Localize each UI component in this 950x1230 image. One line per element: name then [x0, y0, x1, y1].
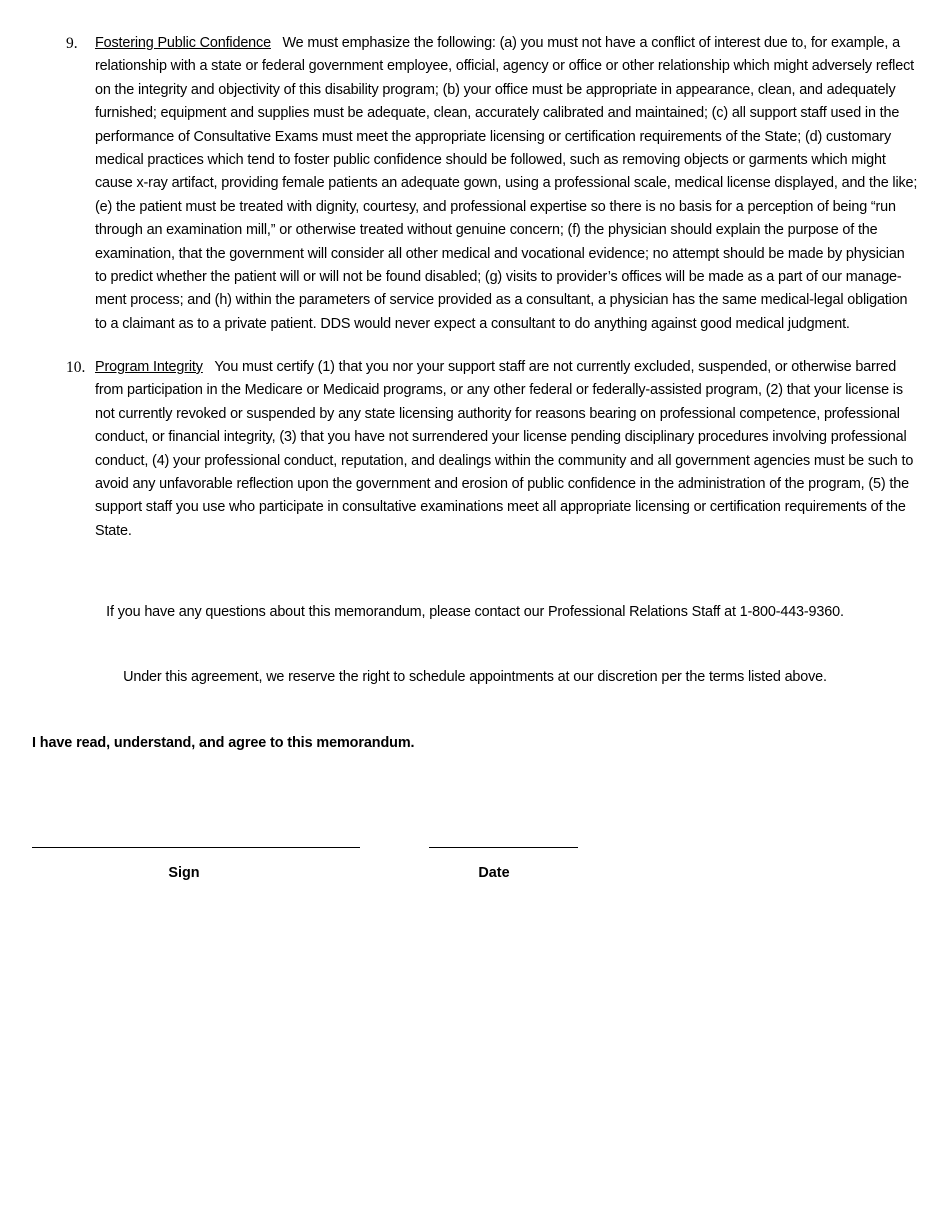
- date-line: [429, 847, 578, 848]
- item-body: You must certify (1) that you nor your support staff are not currently excluded, suspended, or otherwise barred from participation in the Medicare or Medicaid programs, or any other federal or federally-assisted program, (2) that your license is not currently revoked or suspended by any state licensing authority for reasons bearing on professional competence, professional conduct, or financial integrity, (3) that you have not surrendered your license pending disciplinary procedures involving professional conduct, (4) your professional conduct, reputation, and dealings within the community and all government agencies must be such to avoid any unfavorable reflection upon the government and erosion of public confidence in the administration of the program, (5) the support staff you use who participate in consultative examinations meet all appropriate licensing or certification requirements of the State.: [95, 359, 914, 539]
- item-text: [95, 32, 918, 336]
- item-heading: Fostering Public Confidence: [95, 35, 271, 51]
- date-label: Date: [478, 865, 510, 881]
- contact-note: If you have any questions about this memorandum, please contact our Professional Relations Staff at 1-800-443-9360.: [106, 604, 844, 620]
- agreement-statement: I have read, understand, and agree to this memorandum.: [32, 735, 415, 751]
- item-number: 9.: [66, 35, 78, 52]
- memo-item-10: [66, 356, 918, 543]
- sign-label: Sign: [168, 865, 200, 881]
- item-text: [95, 356, 918, 543]
- signature-line: [32, 847, 360, 848]
- item-number: 10.: [66, 359, 86, 376]
- item-heading: Program Integrity: [95, 359, 203, 375]
- item-body: We must emphasize the following: (a) you must not have a conflict of interest due to, for example, a relationship with a state or federal government employee, official, agency or office or other relationship which might adversely reflect on the integrity and objectivity of this disability program; (b) your office must be appropriate in appearance, clean, and adequately furnished; equipment and supplies must be adequate, clean, accurately calibrated and maintained; (c) all support staff used in the performance of Consultative Exams must meet the appropriate licensing or certification requirements of the State; (d) customary medical practices which tend to foster public confidence should be followed, such as removing objects or garments which might cause x-ray artifact, providing female patients an adequate gown, using a professional scale, medical license displayed, and the like; (e) the patient must be treated with dignity, courtesy, and professional expertise so there is no basis for a perception of being “run through an examination mill,” or otherwise treated without genuine concern; (f) the physician should explain the purpose of the examination, that the government will consider all other medical and vocational evidence; no attempt should be made by physician to predict whether the patient will or will not be found disabled; (g) visits to provider’s offices will be made as a part of our manage-ment process; and (h) within the parameters of service provided as a consultant, a physician has the same medical-legal obligation to a claimant as to a private patient. DDS would never expect a consultant to do anything against good medical judgment.: [95, 35, 918, 332]
- memo-item-9: [66, 32, 918, 336]
- schedule-note: Under this agreement, we reserve the right to schedule appointments at our discretion per the terms listed above.: [123, 669, 827, 685]
